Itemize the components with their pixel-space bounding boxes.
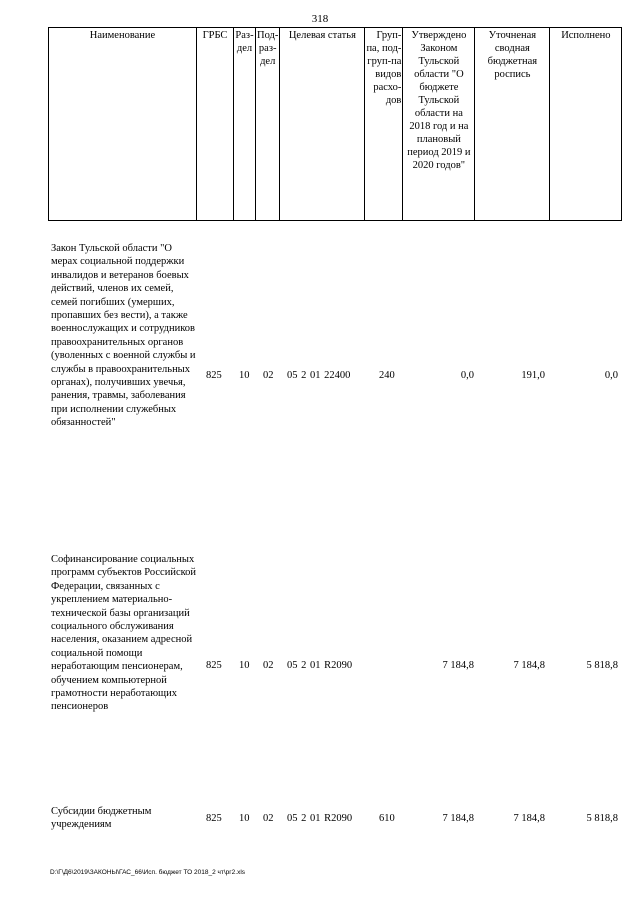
footer-file-path: D:\Г\Д6\2019\ЗАКОНЫ\ГАС_66\Исп. бюджет ТО 2018_2 чт\рг2.xls — [50, 869, 246, 876]
row-2-utverzhdeno: 7 184,8 — [442, 660, 474, 671]
row-2-ispolneno: 5 818,8 — [586, 660, 618, 671]
header-razdel-line2: дел — [236, 43, 253, 54]
header-podrazdel-line2: раз- — [258, 43, 277, 54]
header-gruppa: Груп-па, под-груп-па видов расхо-дов — [365, 28, 403, 221]
header-ispolneno: Исполнено — [550, 28, 622, 221]
row-2-grbs: 825 — [206, 660, 222, 671]
row-3-grbs: 825 — [206, 813, 222, 824]
row-2-razdel: 10 — [239, 660, 250, 671]
header-tselevaya: Целевая статья — [280, 28, 365, 221]
row-3-name: Субсидии бюджетным учреждениям — [51, 806, 152, 831]
row-3-utverzhdeno: 7 184,8 — [442, 813, 474, 824]
row-1-grbs: 825 — [206, 370, 222, 381]
row-1-razdel: 10 — [239, 370, 250, 381]
row-1-podrazdel: 02 — [263, 370, 274, 381]
row-1-tselevaya: 05 2 01 22400 — [287, 370, 351, 381]
row-1-ispolneno: 0,0 — [604, 370, 618, 381]
header-utverzhdeno: Утверждено Законом Тульской области "О бюджете Тульской области на 2018 год и на плановый период 2019 и 2020 годов" — [403, 28, 475, 221]
row-2-name: Софинансирование социальных программ субъектов Российской Федерации, связанных с укреплением материально-технической базы организаций социального обслуживания населения, оказанием адресной социальной помощи неработающим пенсионерам, обучением компьютерной грамотности неработающих пенсионеров — [51, 554, 197, 713]
row-2-utochnennaya: 7 184,8 — [513, 660, 545, 671]
row-2-tselevaya: 05 2 01 R2090 — [287, 660, 353, 671]
row-2-podrazdel: 02 — [263, 660, 274, 671]
row-3-tselevaya: 05 2 01 R2090 — [287, 813, 353, 824]
row-1-utochnennaya: 191,0 — [521, 370, 545, 381]
header-razdel-line1: Раз- — [235, 30, 254, 41]
table-header — [48, 27, 622, 221]
page-number: 318 — [311, 13, 329, 25]
row-3-utochnennaya: 7 184,8 — [513, 813, 545, 824]
header-utochnennaya: Уточненая сводная бюджетная роспись — [475, 28, 550, 221]
row-1-name: Закон Тульской области "О мерах социальной поддержки инвалидов и ветеранов боевых действий, членов их семей, семей погибших (умерших, пропавших без вести), а также военнослужащих и сотрудников правоохранительных органов (уволенных с военной службы и службы в правоохранительных органах), получивших увечья, ранения, травмы, заболевания при исполнении служебных обязанностей" — [51, 243, 196, 429]
header-podrazdel-line3: дел — [260, 56, 276, 67]
row-1-utverzhdeno: 0,0 — [460, 370, 474, 381]
header-podrazdel — [256, 28, 280, 221]
row-3-razdel: 10 — [239, 813, 250, 824]
header-name: Наименование — [49, 28, 197, 221]
row-3-gruppa: 610 — [379, 813, 395, 824]
header-grbs: ГРБС — [197, 28, 234, 221]
header-podrazdel-line1: Под- — [257, 30, 279, 41]
row-3-podrazdel: 02 — [263, 813, 274, 824]
header-razdel — [234, 28, 256, 221]
row-3-ispolneno: 5 818,8 — [586, 813, 618, 824]
row-1-gruppa: 240 — [379, 370, 395, 381]
